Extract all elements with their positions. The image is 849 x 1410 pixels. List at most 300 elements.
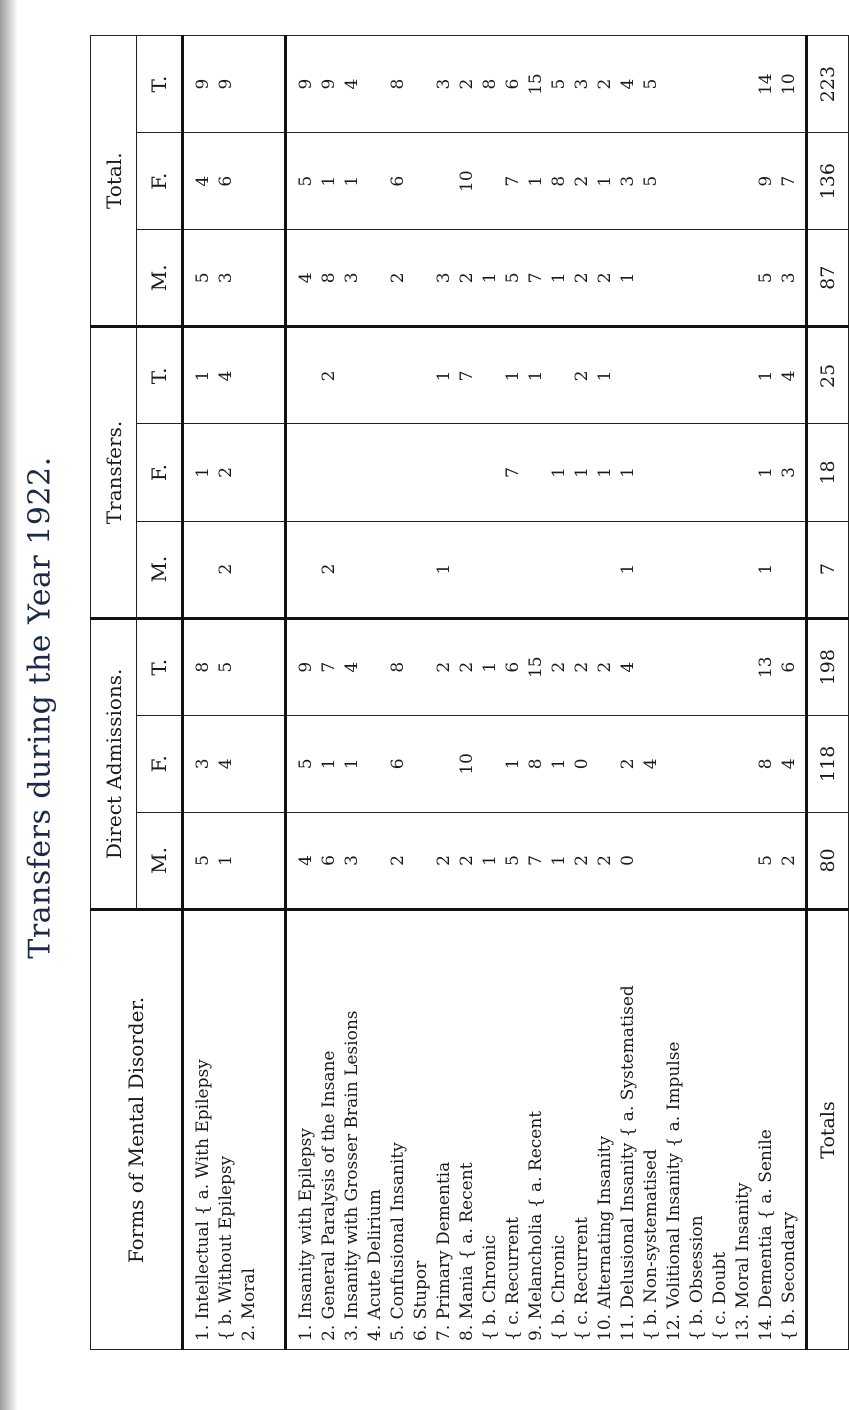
- value-cell: [364, 522, 387, 617]
- disorder-label: { b. Chronic: [549, 1234, 569, 1341]
- disorder-label: 12. Volitional Insanity { a. Impulse: [664, 1041, 684, 1341]
- value-cell: [663, 424, 686, 520]
- page-title: Transfers during the Year 1922.: [22, 456, 58, 959]
- header-transfers: Transfers.: [91, 327, 137, 618]
- value-cell: 6: [503, 78, 523, 90]
- value-cell: [238, 522, 261, 617]
- value-cell: 4: [779, 370, 799, 382]
- value-cell: [192, 522, 215, 617]
- value-cell: 1: [756, 467, 776, 478]
- value-cell: [640, 620, 663, 715]
- value-cell: [709, 133, 732, 229]
- value-cell: [456, 522, 479, 617]
- value-cell: 4: [342, 661, 362, 673]
- disorder-label: { b. Without Epilepsy: [216, 1155, 236, 1341]
- value-cell: 1: [549, 758, 569, 770]
- value-cell: [479, 133, 502, 229]
- value-cell: 3: [779, 467, 799, 478]
- value-cell: 8: [526, 758, 546, 770]
- total-df: 118: [807, 715, 849, 812]
- value-cell: [778, 522, 801, 617]
- value-cell: 1: [342, 758, 362, 770]
- value-cell: 8: [388, 661, 408, 673]
- value-cell: [261, 133, 284, 229]
- value-cell: [261, 424, 284, 520]
- value-cell: [410, 813, 433, 908]
- disorder-label: 4. Acute Delirium: [365, 1189, 385, 1341]
- data-table: [90, 35, 849, 1350]
- value-cell: [548, 522, 571, 617]
- header-t: T.: [137, 36, 183, 133]
- value-cell: [238, 36, 261, 132]
- value-cell: 9: [756, 175, 776, 187]
- value-cell: 5: [641, 78, 661, 90]
- value-cell: 6: [779, 661, 799, 673]
- value-cell: [686, 424, 709, 520]
- value-cell: 1: [480, 272, 500, 284]
- value-cell: 6: [216, 175, 236, 187]
- value-cell: 7: [503, 467, 523, 478]
- value-column-ot: [183, 36, 286, 133]
- value-column-dm: [183, 812, 286, 909]
- value-column-tf: [183, 424, 286, 521]
- total-dm: 80: [807, 812, 849, 909]
- disorder-label: { b. Non-systematised: [641, 1149, 661, 1341]
- header-f: F.: [137, 133, 183, 230]
- value-cell: 6: [388, 758, 408, 770]
- value-cell: 3: [193, 758, 213, 770]
- value-cell: [686, 230, 709, 325]
- value-cell: 7: [457, 370, 477, 382]
- disorder-label: 2. General Paralysis of the Insane: [319, 1050, 339, 1341]
- value-cell: 7: [526, 855, 546, 866]
- value-cell: [295, 328, 318, 423]
- disorder-label: { c. Recurrent: [503, 1217, 523, 1341]
- disorder-label: { b. Secondary: [779, 1211, 799, 1341]
- value-cell: [686, 133, 709, 229]
- value-cell: 1: [503, 758, 523, 770]
- value-cell: 2: [388, 272, 408, 284]
- value-cell: [261, 813, 284, 908]
- value-cell: 1: [193, 370, 213, 382]
- table-row: [286, 36, 807, 1350]
- value-cell: 1: [595, 175, 615, 187]
- value-cell: 2: [319, 370, 339, 382]
- value-cell: 2: [457, 78, 477, 90]
- value-cell: 10: [457, 753, 477, 775]
- value-column-of: [183, 133, 286, 230]
- value-cell: [238, 328, 261, 423]
- value-cell: [261, 328, 284, 423]
- value-cell: [663, 522, 686, 617]
- disorder-label: 6. Stupor: [411, 1260, 431, 1341]
- value-cell: [686, 36, 709, 132]
- value-cell: [663, 716, 686, 812]
- value-cell: 2: [595, 272, 615, 284]
- value-cell: [410, 620, 433, 715]
- value-cell: 2: [216, 467, 236, 478]
- value-cell: [238, 813, 261, 908]
- value-cell: [709, 230, 732, 325]
- value-cell: [709, 36, 732, 132]
- value-cell: [640, 328, 663, 423]
- header-t: T.: [137, 327, 183, 424]
- value-cell: [364, 328, 387, 423]
- value-cell: [732, 36, 755, 132]
- value-cell: [617, 328, 640, 423]
- value-cell: [686, 813, 709, 908]
- value-cell: 4: [641, 758, 661, 770]
- value-cell: 0: [572, 758, 592, 770]
- total-dt: 198: [807, 618, 849, 715]
- value-cell: [410, 716, 433, 812]
- value-cell: [663, 133, 686, 229]
- value-cell: [732, 328, 755, 423]
- value-cell: 1: [595, 370, 615, 382]
- value-cell: [686, 716, 709, 812]
- value-cell: [640, 813, 663, 908]
- value-column-om: [183, 230, 286, 327]
- value-cell: 4: [296, 855, 316, 866]
- disorder-label: { c. Recurrent: [572, 1217, 592, 1341]
- value-cell: 8: [549, 175, 569, 187]
- table-body: [183, 36, 849, 1350]
- disorder-label: 1. Insanity with Epilepsy: [296, 1128, 316, 1341]
- value-cell: 5: [296, 175, 316, 187]
- value-cell: 5: [756, 855, 776, 866]
- value-cell: [364, 620, 387, 715]
- value-cell: [686, 328, 709, 423]
- value-cell: [709, 522, 732, 617]
- value-cell: 2: [434, 661, 454, 673]
- forms-cell: [183, 910, 286, 1350]
- value-cell: 15: [526, 656, 546, 679]
- value-cell: [410, 328, 433, 423]
- binding-shadow: [0, 0, 18, 1410]
- value-cell: [732, 813, 755, 908]
- value-cell: 2: [595, 855, 615, 866]
- total-tm: 7: [807, 521, 849, 618]
- header-m: M.: [137, 812, 183, 909]
- value-cell: 2: [457, 661, 477, 673]
- value-cell: [732, 620, 755, 715]
- value-cell: [261, 620, 284, 715]
- totals-label: Totals: [807, 910, 849, 1350]
- value-cell: [456, 424, 479, 520]
- value-cell: 5: [216, 661, 236, 673]
- value-cell: [663, 813, 686, 908]
- value-column-ot: [286, 36, 807, 133]
- value-cell: 2: [595, 661, 615, 673]
- value-column-tm: [286, 521, 807, 618]
- disorder-label: 5. Confusional Insanity: [388, 1142, 408, 1341]
- value-cell: [525, 522, 548, 617]
- value-cell: 14: [756, 73, 776, 95]
- value-cell: 13: [756, 656, 776, 679]
- value-cell: 4: [216, 370, 236, 382]
- value-cell: [238, 424, 261, 520]
- value-cell: [732, 716, 755, 812]
- value-cell: 8: [756, 758, 776, 770]
- value-cell: 3: [216, 272, 236, 284]
- value-cell: 6: [388, 175, 408, 187]
- value-cell: [238, 620, 261, 715]
- value-cell: 4: [779, 758, 799, 770]
- value-cell: 1: [549, 272, 569, 284]
- value-cell: 5: [193, 855, 213, 866]
- value-cell: 5: [503, 272, 523, 284]
- value-cell: 2: [618, 758, 638, 770]
- total-tf: 18: [807, 424, 849, 521]
- value-cell: [295, 522, 318, 617]
- value-cell: 2: [457, 855, 477, 866]
- value-cell: [732, 133, 755, 229]
- value-cell: 2: [572, 661, 592, 673]
- value-cell: 1: [756, 563, 776, 575]
- value-cell: 4: [618, 78, 638, 90]
- value-cell: [640, 230, 663, 325]
- value-cell: [479, 716, 502, 812]
- value-cell: 9: [319, 78, 339, 90]
- value-cell: [640, 424, 663, 520]
- value-cell: [433, 133, 456, 229]
- value-cell: 1: [480, 855, 500, 866]
- value-cell: 4: [193, 175, 213, 187]
- value-cell: 4: [618, 661, 638, 673]
- value-cell: [709, 424, 732, 520]
- value-cell: [663, 36, 686, 132]
- value-cell: 2: [216, 563, 236, 575]
- disorder-label: 10. Alternating Insanity: [595, 1135, 615, 1341]
- disorder-label: 13. Moral Insanity: [733, 1182, 753, 1341]
- value-cell: 1: [572, 467, 592, 478]
- value-cell: 1: [526, 370, 546, 382]
- value-cell: 9: [216, 78, 236, 90]
- header-f: F.: [137, 715, 183, 812]
- value-column-tm: [183, 521, 286, 618]
- value-cell: 10: [779, 73, 799, 95]
- value-cell: [364, 230, 387, 325]
- total-of: 136: [807, 133, 849, 230]
- value-column-dt: [286, 618, 807, 715]
- value-cell: [295, 424, 318, 520]
- value-cell: 1: [434, 563, 454, 575]
- value-cell: 2: [572, 175, 592, 187]
- value-cell: 2: [595, 78, 615, 90]
- value-column-dm: [286, 812, 807, 909]
- disorder-label: 9. Melancholia { a. Recent: [526, 1110, 546, 1341]
- value-cell: [341, 424, 364, 520]
- value-cell: 1: [618, 467, 638, 478]
- value-cell: 2: [549, 661, 569, 673]
- disorder-label: { c. Doubt: [710, 1251, 730, 1341]
- value-column-of: [286, 133, 807, 230]
- value-column-tt: [183, 327, 286, 424]
- value-cell: 0: [618, 855, 638, 866]
- value-cell: 5: [549, 78, 569, 90]
- value-cell: 4: [296, 272, 316, 284]
- value-cell: 5: [756, 272, 776, 284]
- value-cell: [238, 133, 261, 229]
- value-cell: 1: [549, 467, 569, 478]
- value-cell: [548, 328, 571, 423]
- forms-cell: [286, 910, 807, 1350]
- disorder-label: 1. Intellectual { a. With Epilepsy: [193, 1059, 213, 1341]
- value-cell: [364, 716, 387, 812]
- disorder-label: 14. Dementia { a. Senile: [756, 1129, 776, 1341]
- value-cell: [387, 328, 410, 423]
- header-forms: Forms of Mental Disorder.: [91, 910, 183, 1350]
- value-cell: [663, 230, 686, 325]
- value-cell: 1: [342, 175, 362, 187]
- value-cell: [238, 716, 261, 812]
- value-cell: [709, 328, 732, 423]
- value-cell: [594, 716, 617, 812]
- value-cell: [410, 424, 433, 520]
- value-cell: [433, 716, 456, 812]
- value-cell: 3: [618, 175, 638, 187]
- value-column-tt: [286, 327, 807, 424]
- disorder-label: { b. Chronic: [480, 1234, 500, 1341]
- value-cell: 5: [296, 758, 316, 770]
- value-cell: 1: [756, 370, 776, 382]
- value-cell: 2: [319, 563, 339, 575]
- disorder-label: 2. Moral: [239, 1268, 259, 1341]
- value-cell: 9: [193, 78, 213, 90]
- value-cell: [732, 522, 755, 617]
- value-cell: [571, 522, 594, 617]
- value-cell: [709, 620, 732, 715]
- header-m: M.: [137, 230, 183, 327]
- value-cell: 4: [342, 78, 362, 90]
- value-cell: 3: [434, 78, 454, 90]
- value-cell: 2: [572, 370, 592, 382]
- disorder-label: 11. Delusional Insanity { a. Systematised: [618, 985, 638, 1341]
- value-cell: 6: [319, 855, 339, 866]
- value-cell: 2: [434, 855, 454, 866]
- value-cell: 2: [572, 855, 592, 866]
- value-cell: 2: [572, 272, 592, 284]
- value-column-dt: [183, 618, 286, 715]
- value-cell: [261, 230, 284, 325]
- value-cell: [364, 36, 387, 132]
- value-column-df: [286, 715, 807, 812]
- total-tt: 25: [807, 327, 849, 424]
- disorder-label: 3. Insanity with Grosser Brain Lesions: [342, 1010, 362, 1341]
- disorder-label: { b. Obsession: [687, 1215, 707, 1341]
- value-cell: 1: [503, 370, 523, 382]
- value-cell: 3: [342, 272, 362, 284]
- value-cell: [663, 328, 686, 423]
- value-column-df: [183, 715, 286, 812]
- value-cell: 8: [319, 272, 339, 284]
- value-cell: [261, 36, 284, 132]
- value-cell: [525, 424, 548, 520]
- value-cell: 7: [526, 272, 546, 284]
- value-cell: 7: [319, 661, 339, 673]
- total-ot: 223: [807, 36, 849, 133]
- value-cell: [479, 522, 502, 617]
- value-cell: [663, 620, 686, 715]
- value-cell: 8: [388, 78, 408, 90]
- value-cell: 3: [572, 78, 592, 90]
- value-cell: [410, 36, 433, 132]
- value-cell: [433, 424, 456, 520]
- value-cell: [686, 522, 709, 617]
- disorder-label: 7. Primary Dementia: [434, 1161, 454, 1341]
- value-cell: 1: [618, 563, 638, 575]
- header-direct: Direct Admissions.: [91, 618, 137, 909]
- header-t: T.: [137, 618, 183, 715]
- value-cell: 5: [641, 175, 661, 187]
- value-cell: [318, 424, 341, 520]
- value-cell: 1: [319, 175, 339, 187]
- value-cell: 1: [595, 467, 615, 478]
- value-cell: [686, 620, 709, 715]
- value-cell: [732, 230, 755, 325]
- value-cell: 8: [480, 78, 500, 90]
- value-cell: 8: [193, 661, 213, 673]
- value-cell: [387, 522, 410, 617]
- value-cell: 1: [480, 661, 500, 673]
- value-cell: 9: [296, 661, 316, 673]
- value-cell: 5: [193, 272, 213, 284]
- value-cell: 5: [503, 855, 523, 866]
- value-cell: [364, 424, 387, 520]
- header-m: M.: [137, 521, 183, 618]
- value-cell: [364, 133, 387, 229]
- value-cell: [709, 716, 732, 812]
- totals-row: [807, 36, 849, 1350]
- table-row: [183, 36, 286, 1350]
- value-cell: 3: [434, 272, 454, 284]
- value-cell: 1: [319, 758, 339, 770]
- value-cell: 15: [526, 73, 546, 95]
- value-cell: 2: [457, 272, 477, 284]
- disorder-label: 8. Mania { a. Recent: [457, 1162, 477, 1341]
- value-cell: 9: [296, 78, 316, 90]
- value-cell: 1: [549, 855, 569, 866]
- value-cell: [410, 522, 433, 617]
- value-cell: 2: [779, 855, 799, 866]
- value-cell: 1: [216, 855, 236, 866]
- value-cell: 1: [526, 175, 546, 187]
- value-cell: 3: [342, 855, 362, 866]
- mental-disorder-table: [90, 35, 839, 1350]
- value-cell: 7: [503, 175, 523, 187]
- header-total: Total.: [91, 36, 137, 327]
- value-cell: 1: [618, 272, 638, 284]
- value-column-tf: [286, 424, 807, 521]
- value-cell: [261, 716, 284, 812]
- value-cell: [410, 133, 433, 229]
- total-om: 87: [807, 230, 849, 327]
- value-cell: 2: [388, 855, 408, 866]
- value-cell: [640, 522, 663, 617]
- value-cell: [410, 230, 433, 325]
- value-cell: [709, 813, 732, 908]
- value-cell: [479, 424, 502, 520]
- header-f: F.: [137, 424, 183, 521]
- value-cell: [261, 522, 284, 617]
- value-cell: [594, 522, 617, 617]
- value-cell: [341, 328, 364, 423]
- value-column-om: [286, 230, 807, 327]
- value-cell: 3: [779, 272, 799, 284]
- value-cell: 4: [216, 758, 236, 770]
- value-cell: 6: [503, 661, 523, 673]
- value-cell: [387, 424, 410, 520]
